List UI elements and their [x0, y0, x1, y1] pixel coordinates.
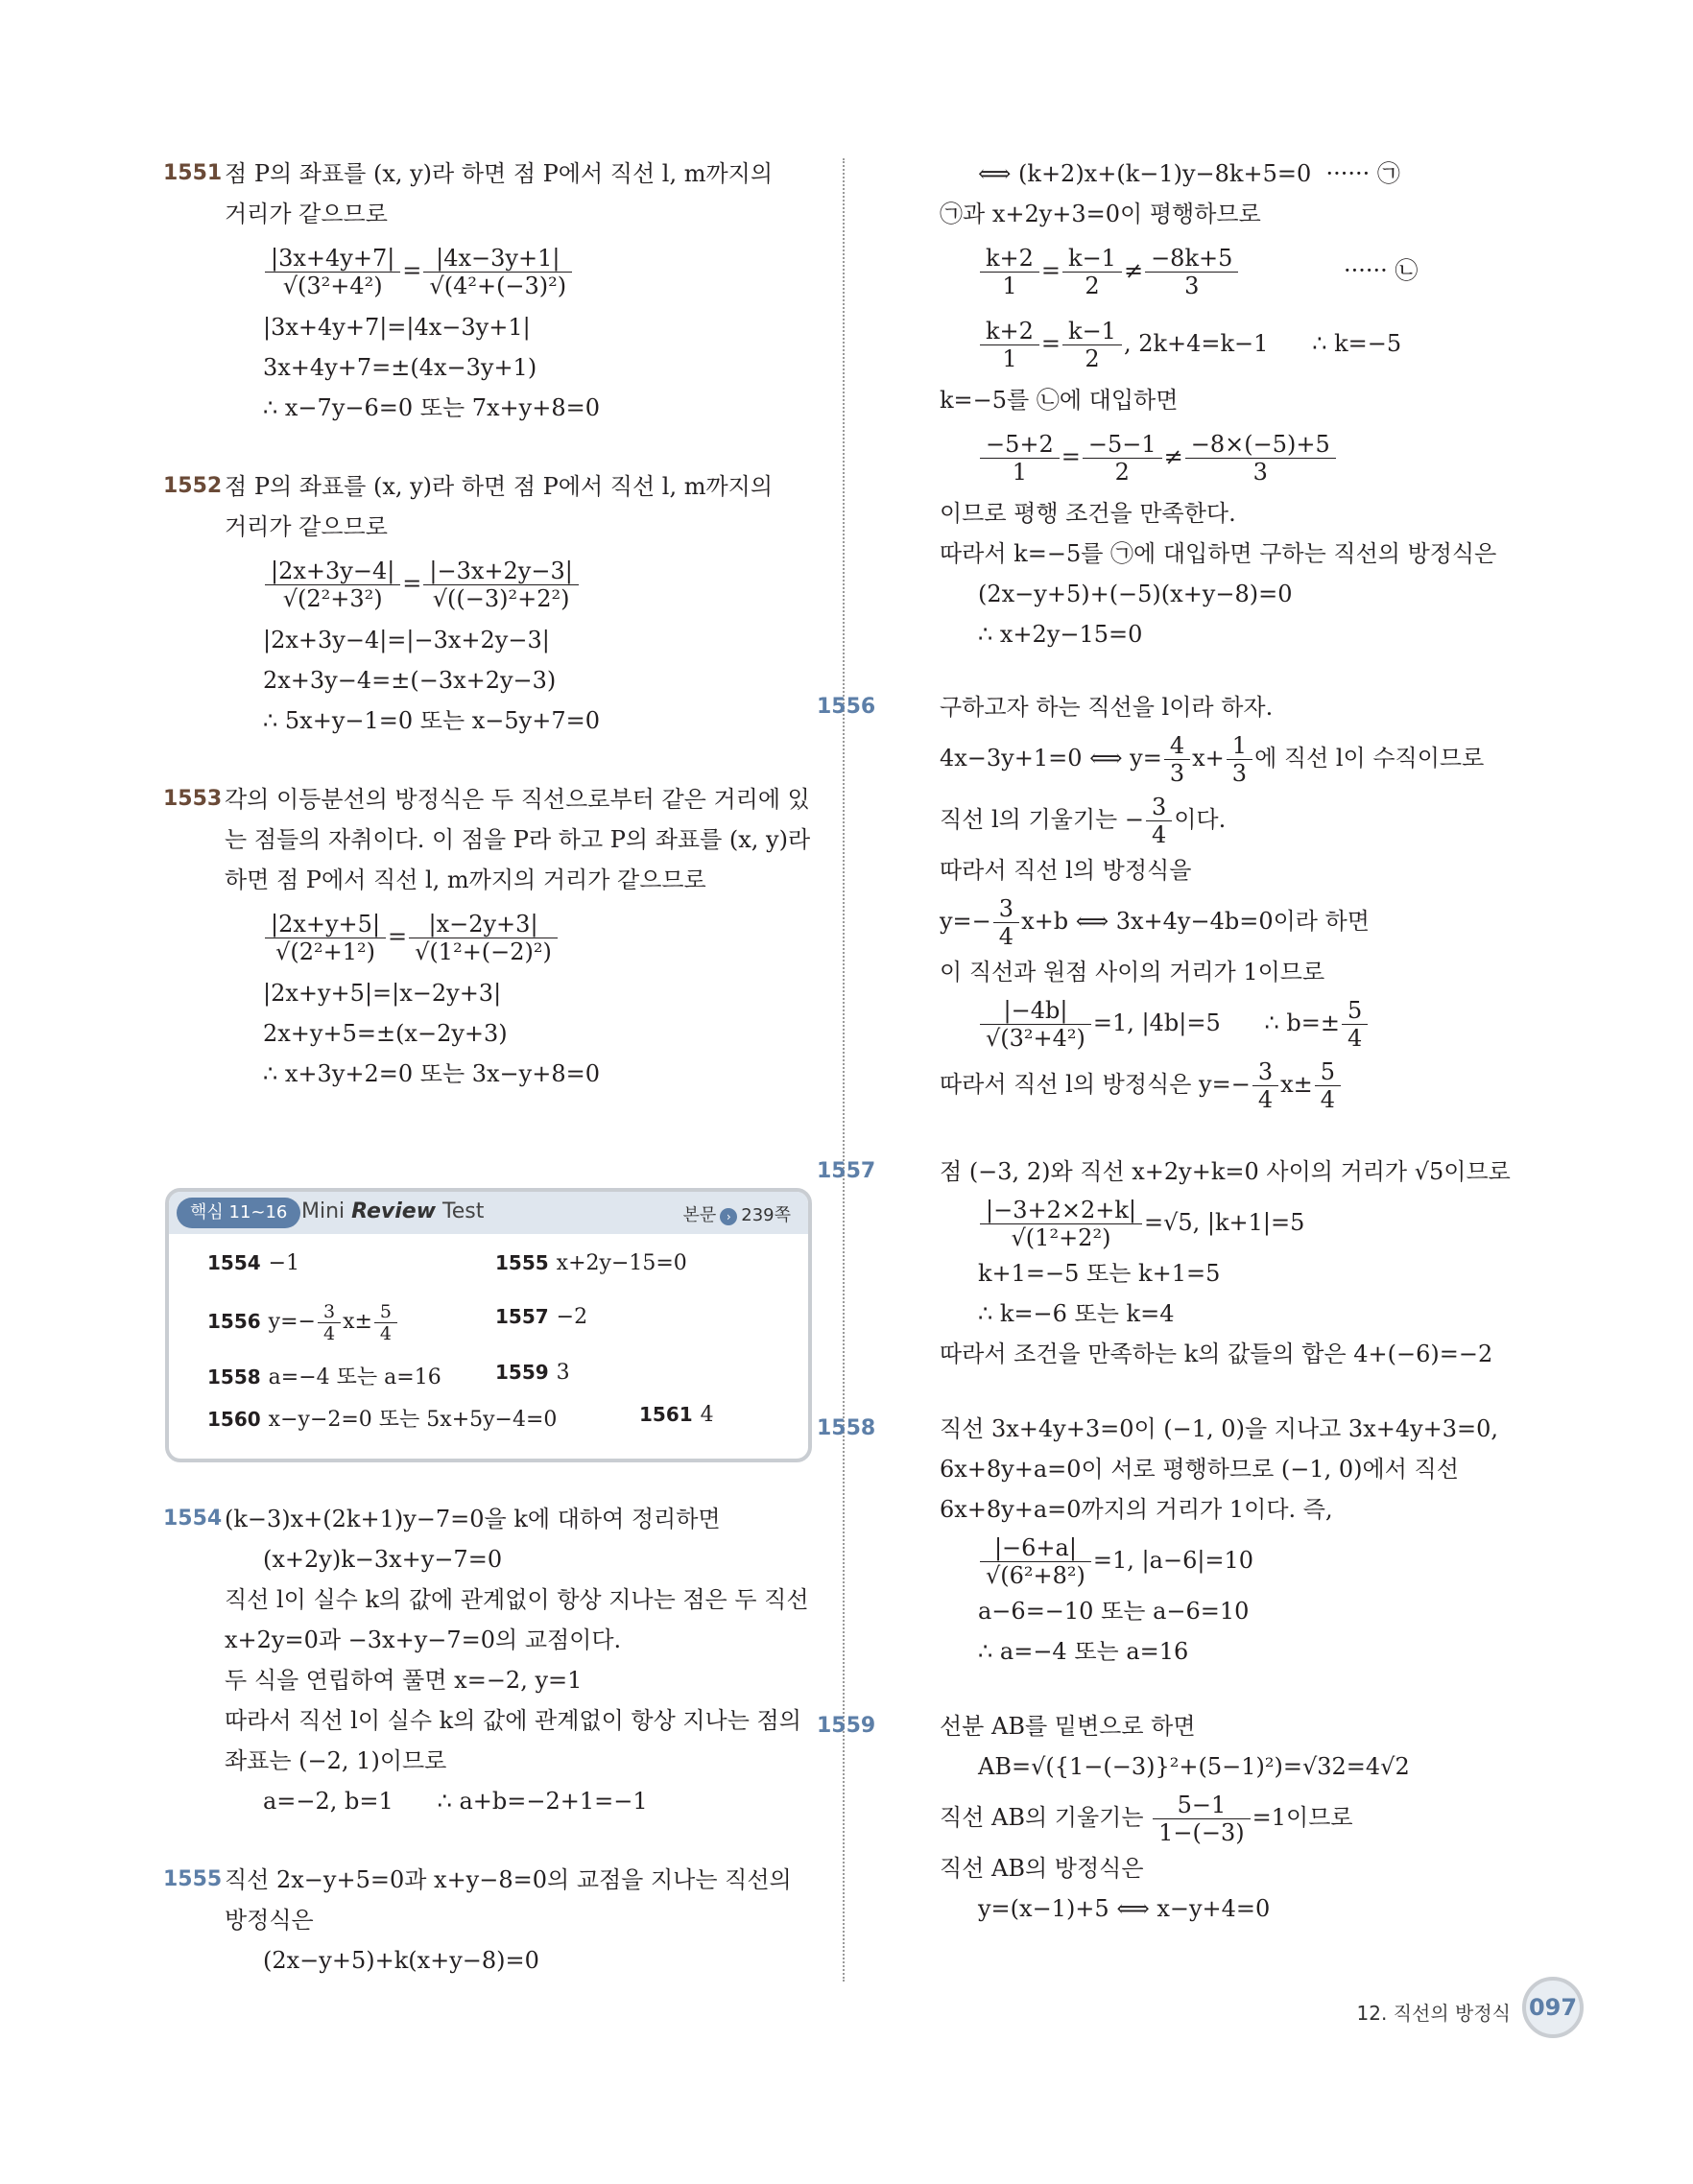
- text-line: (2x−y+5)+(−5)(x+y−8)=0: [978, 581, 1293, 607]
- fraction: $\frac{|-4b|}{\text{√(3²+4²)}}$: [980, 997, 1091, 1052]
- text-line: (x+2y)k−3x+y−7=0: [263, 1546, 503, 1573]
- text-line: 직선 2x−y+5=0과 x+y−8=0의 교점을 지나는 직선의: [225, 1866, 792, 1893]
- text-line: 각의 이등분선의 방정식은 두 직선으로부터 같은 거리에 있: [225, 786, 810, 813]
- review-answer: 1554 −1: [207, 1251, 300, 1275]
- text-line: 직선 3x+4y+3=0이 (−1, 0)을 지나고 3x+4y+3=0,: [940, 1415, 1499, 1442]
- fraction: $\frac{1}{3}$: [1227, 732, 1252, 787]
- fraction: $\frac{-5-1}{2}$: [1083, 431, 1162, 486]
- text-line: 따라서 조건을 만족하는 k의 값들의 합은 4+(−6)=−2: [940, 1341, 1493, 1367]
- text-line: ∴ x+3y+2=0 또는 3x−y+8=0: [263, 1060, 600, 1087]
- review-answer: 1556 y=− $\frac{3}{4}$ x± $\frac{5}{4}$: [207, 1294, 399, 1350]
- fraction: $\frac{3}{4}$: [318, 1301, 341, 1344]
- text-line: 점 P의 좌표를 (x, y)라 하면 점 P에서 직선 l, m까지의: [225, 473, 774, 500]
- solution-1551: [163, 154, 816, 428]
- text-line: ∴ x+2y−15=0: [978, 621, 1143, 648]
- text-line: 6x+8y+a=0까지의 거리가 1이다. 즉,: [940, 1496, 1333, 1523]
- arrow-icon: ›: [720, 1208, 737, 1225]
- text-line: 따라서 직선 l이 실수 k의 값에 관계없이 항상 지나는 점의: [225, 1707, 801, 1734]
- text-line: 점 P의 좌표를 (x, y)라 하면 점 P에서 직선 l, m까지의: [225, 160, 774, 187]
- fraction: $\frac{3}{4}$: [1146, 794, 1172, 848]
- solution-1555-continued: [878, 154, 1531, 654]
- review-answer: 1558 a=−4 또는 a=16: [207, 1365, 441, 1389]
- fraction: $\frac{3}{4}$: [1252, 1058, 1278, 1113]
- problem-number: 1558: [817, 1416, 876, 1440]
- text-line: 직선 AB의 기울기는 $\frac{5-1}{1-(-3)}$ =1이므로: [940, 1792, 1353, 1846]
- text-line: x+2y=0과 −3x+y−7=0의 교점이다.: [225, 1626, 622, 1653]
- text-line: 구하고자 하는 직선을 l이라 하자.: [940, 694, 1274, 721]
- solution-1552: [163, 466, 816, 741]
- text-line: 직선 AB의 방정식은: [940, 1855, 1144, 1882]
- text-line: 2x+3y−4=±(−3x+2y−3): [263, 667, 557, 694]
- fraction: $\frac{-8k+5}{3}$: [1145, 245, 1238, 299]
- fraction: $\frac{|4x-3y+1|}{\text{√(4²+(−3)²)}}$: [423, 245, 572, 299]
- text-line: 방정식은: [225, 1907, 314, 1934]
- text-line: |3x+4y+7|=|4x−3y+1|: [263, 314, 531, 341]
- review-answer: 1559 3: [495, 1361, 570, 1385]
- fraction: $\frac{-5+2}{1}$: [980, 431, 1060, 486]
- text-line: ∴ k=−6 또는 k=4: [978, 1300, 1175, 1327]
- review-header: [169, 1192, 808, 1234]
- text-line: 이므로 평행 조건을 만족한다.: [940, 500, 1236, 527]
- text-line: |2x+y+5|=|x−2y+3|: [263, 980, 502, 1007]
- text-line: ⟺ (k+2)x+(k−1)y−8k+5=0 ······ ㉠: [978, 160, 1400, 187]
- text-line: k=−5를 ㉡에 대입하면: [940, 387, 1179, 414]
- fraction-equation: $\frac{|-3+2\times 2+k|}{\text{√(1²+2²)}}$ =√5, |k+1|=5: [940, 1192, 1531, 1253]
- text-line: y=− $\frac{3}{4}$ x+b ⟺ 3x+4y−4b=0이라 하면: [940, 895, 1370, 950]
- fraction-equation: $\frac{-5+2}{1}$ = $\frac{-5-1}{2}$ ≠ $\frac{-8\times(-5)+5}{3}$: [940, 420, 1531, 493]
- problem-number: 1554: [163, 1507, 223, 1531]
- fraction: $\frac{k-1}{2}$: [1062, 318, 1122, 372]
- page-number: 097: [1522, 1977, 1584, 2038]
- fraction: $\frac{|-6+a|}{\text{√(6²+8²)}}$: [980, 1534, 1091, 1589]
- solution-1558: [817, 1409, 1531, 1672]
- text-line: k+1=−5 또는 k+1=5: [978, 1260, 1221, 1287]
- text-line: y=(x−1)+5 ⟺ x−y+4=0: [978, 1895, 1271, 1922]
- text-line: 거리가 같으므로: [225, 513, 388, 540]
- text-line: a=−2, b=1 ∴ a+b=−2+1=−1: [263, 1788, 648, 1815]
- text-line: 3x+4y+7=±(4x−3y+1): [263, 354, 537, 381]
- text-line: ㉠과 x+2y+3=0이 평행하므로: [940, 201, 1261, 227]
- fraction: $\frac{5-1}{1-(-3)}$: [1153, 1792, 1250, 1846]
- text-line: 4x−3y+1=0 ⟺ y= $\frac{4}{3}$ x+ $\frac{1}{3}$ 에 직선 l이 수직이므로: [940, 732, 1485, 787]
- fraction: $\frac{4}{3}$: [1164, 732, 1190, 787]
- problem-number: 1556: [817, 695, 876, 719]
- fraction-equation: $\frac{k+2}{1}$ = $\frac{k-1}{2}$ ≠ $\frac{-8k+5}{3}$ ······ ㉡: [940, 234, 1531, 307]
- solution-1559: [817, 1706, 1531, 1929]
- text-line: (2x−y+5)+k(x+y−8)=0: [263, 1947, 539, 1974]
- mini-review-test-box: [165, 1188, 812, 1462]
- text-line: |2x+3y−4|=|−3x+2y−3|: [263, 627, 550, 653]
- fraction: $\frac{|x-2y+3|}{\text{√(1²+(−2)²)}}$: [409, 911, 558, 965]
- fraction: $\frac{k+2}{1}$: [980, 318, 1039, 372]
- text-line: 따라서 직선 l의 방정식은 y=− $\frac{3}{4}$ x± $\frac{5}{4}$: [940, 1054, 1531, 1115]
- text-line: 직선 l의 기울기는 − $\frac{3}{4}$ 이다.: [940, 794, 1227, 848]
- problem-number: 1553: [163, 787, 223, 811]
- text-line: 6x+8y+a=0이 서로 평행하므로 (−1, 0)에서 직선: [940, 1456, 1459, 1483]
- solution-1557: [817, 1151, 1531, 1374]
- fraction-equation: $\frac{|2x+3y-4|}{\text{√(2²+3²)}}$ = $\frac{|-3x+2y-3|}{\text{√((−3)²+2²)}}$: [225, 547, 816, 620]
- review-answer: 1555 x+2y−15=0: [495, 1251, 687, 1275]
- fraction: $\frac{k+2}{1}$: [980, 245, 1039, 299]
- solution-1556: [817, 687, 1531, 1115]
- fraction-equation: $\frac{|-4b|}{\text{√(3²+4²)}}$ =1, |4b|=5 ∴ b=± $\frac{5}{4}$: [940, 992, 1531, 1054]
- problem-number: 1555: [163, 1867, 223, 1891]
- left-column-lower: [163, 1499, 816, 1981]
- text-line: 좌표는 (−2, 1)이므로: [225, 1747, 447, 1774]
- text-line: 이 직선과 원점 사이의 거리가 1이므로: [940, 959, 1325, 985]
- fraction: $\frac{3}{4}$: [993, 895, 1019, 950]
- fraction-equation: $\frac{|3x+4y+7|}{\text{√(3²+4²)}}$ = $\frac{|4x-3y+1|}{\text{√(4²+(−3)²)}}$: [225, 234, 816, 307]
- fraction: $\frac{|-3x+2y-3|}{\text{√((−3)²+2²)}}$: [423, 558, 578, 612]
- solution-1554: [163, 1499, 816, 1821]
- text-line: ∴ x−7y−6=0 또는 7x+y+8=0: [263, 394, 600, 421]
- text-line: AB=√({1−(−3)}²+(5−1)²)=√32=4√2: [978, 1753, 1410, 1780]
- fraction-equation: $\frac{k+2}{1}$ = $\frac{k-1}{2}$ , 2k+4=k−1 ∴ k=−5: [940, 307, 1531, 380]
- text-line: 하면 점 P에서 직선 l, m까지의 거리가 같으므로: [225, 866, 706, 893]
- chapter-title: 12. 직선의 방정식: [1356, 2002, 1511, 2025]
- text-line: 점 (−3, 2)와 직선 x+2y+k=0 사이의 거리가 √5이므로: [940, 1158, 1511, 1185]
- text-line: a−6=−10 또는 a−6=10: [978, 1598, 1250, 1625]
- problem-number: 1557: [817, 1159, 876, 1183]
- right-column: [817, 154, 1531, 1929]
- text-line: 따라서 직선 l의 방정식을: [940, 857, 1192, 884]
- fraction: $\frac{|3x+4y+7|}{\text{√(3²+4²)}}$: [265, 245, 400, 299]
- equation-marker: ······ ㉡: [1344, 257, 1419, 284]
- fraction: $\frac{5}{4}$: [374, 1301, 397, 1344]
- review-answer: 1560 x−y−2=0 또는 5x+5y−4=0: [207, 1408, 558, 1432]
- text-line: ∴ a=−4 또는 a=16: [978, 1638, 1189, 1665]
- text-line: 직선 l이 실수 k의 값에 관계없이 항상 지나는 점은 두 직선: [225, 1586, 809, 1613]
- text-line: 선분 AB를 밑변으로 하면: [940, 1713, 1196, 1740]
- solution-1555: [163, 1860, 816, 1981]
- fraction: $\frac{-8\times(-5)+5}{3}$: [1185, 431, 1336, 486]
- text-line: 거리가 같으므로: [225, 201, 388, 227]
- solution-1553: [163, 779, 816, 1094]
- review-answer: 1557 −2: [495, 1305, 588, 1329]
- fraction-equation: $\frac{|2x+y+5|}{\text{√(2²+1²)}}$ = $\frac{|x-2y+3|}{\text{√(1²+(−2)²)}}$: [225, 900, 816, 973]
- fraction: $\frac{|-3+2\times 2+k|}{\text{√(1²+2²)}}$: [980, 1197, 1142, 1251]
- fraction: $\frac{|2x+y+5|}{\text{√(2²+1²)}}$: [265, 911, 386, 965]
- problem-number: 1559: [817, 1714, 876, 1738]
- problem-number: 1552: [163, 474, 223, 498]
- text-line: (k−3)x+(2k+1)y−7=0을 k에 대하여 정리하면: [225, 1506, 721, 1532]
- review-page-ref: 본문 › 239쪽: [682, 1205, 791, 1225]
- text-line: 두 식을 연립하여 풀면 x=−2, y=1: [225, 1667, 583, 1694]
- fraction: $\frac{5}{4}$: [1315, 1058, 1341, 1113]
- fraction: $\frac{5}{4}$: [1342, 997, 1368, 1052]
- text-line: 2x+y+5=±(x−2y+3): [263, 1020, 508, 1047]
- review-tag: 핵심 11~16: [177, 1198, 300, 1228]
- text-line: 따라서 k=−5를 ㉠에 대입하면 구하는 직선의 방정식은: [940, 540, 1497, 567]
- review-title: Mini Review Test: [301, 1199, 485, 1223]
- fraction: $\frac{k-1}{2}$: [1062, 245, 1122, 299]
- review-answer: 1561 4: [639, 1403, 714, 1427]
- problem-number: 1551: [163, 161, 223, 185]
- fraction-equation: $\frac{|-6+a|}{\text{√(6²+8²)}}$ =1, |a−6|=10: [940, 1530, 1531, 1591]
- fraction: $\frac{|2x+3y-4|}{\text{√(2²+3²)}}$: [265, 558, 400, 612]
- text-line: ∴ 5x+y−1=0 또는 x−5y+7=0: [263, 707, 600, 734]
- text-line: 는 점들의 자취이다. 이 점을 P라 하고 P의 좌표를 (x, y)라: [225, 826, 811, 853]
- left-column: [163, 154, 816, 1094]
